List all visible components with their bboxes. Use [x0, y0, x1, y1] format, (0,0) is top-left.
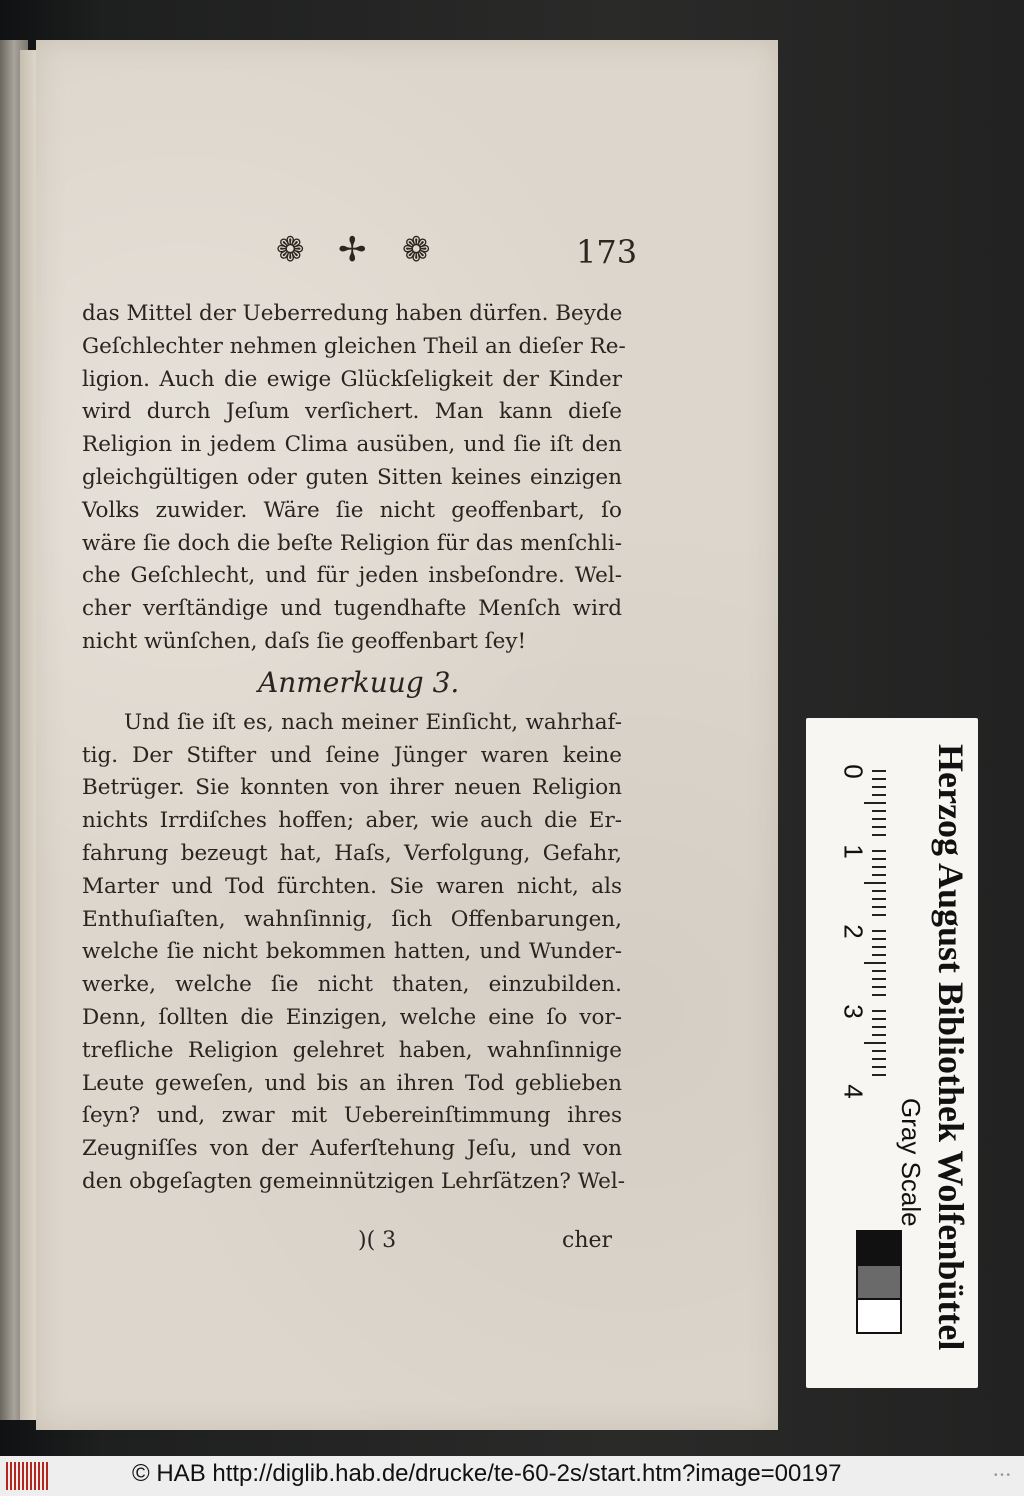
brand-text: Herzog August Bibliothek Wolfenbüttel — [931, 744, 971, 1351]
logo-bar — [6, 1462, 8, 1490]
ruler-tick — [872, 810, 886, 812]
ruler-tick — [872, 858, 886, 860]
text-line: werke, welche ſie nicht thaten, einzubilden. — [82, 972, 622, 998]
text-line: ligion. Auch die ewige Glückſeligkeit der Kinder — [82, 366, 622, 392]
book-page — [36, 40, 778, 1430]
page-edge — [20, 50, 36, 1420]
ruler-tick — [872, 818, 886, 820]
logo-bar — [42, 1462, 44, 1490]
text-line: Marter und Tod fürchten. Sie waren nicht, als — [82, 873, 622, 899]
text-line: cher verſtändige und tugendhafte Menſch wird — [82, 596, 622, 622]
ruler-tick — [872, 1026, 886, 1028]
logo-bar — [30, 1462, 32, 1490]
logo-bar — [38, 1462, 40, 1490]
text-line: das Mittel der Ueberredung haben dürfen. Beyde — [82, 301, 623, 326]
text-line: wird durch Jeſum verſichert. Man kann dieſe — [82, 399, 622, 425]
text-line: Religion in jedem Clima ausüben, und ſie iſt den — [82, 432, 622, 458]
gray-swatch-white — [856, 1298, 902, 1334]
logo-bar — [34, 1462, 36, 1490]
ruler-tick — [872, 778, 886, 780]
ruler-tick — [872, 994, 886, 996]
text-line: wäre ſie doch die beſte Religion für das menſchli- — [82, 530, 622, 556]
ruler-tick — [872, 986, 886, 988]
page-number: 173 — [576, 233, 638, 271]
text-line: trefliche Religion gelehret haben, wahnſinnige — [82, 1037, 622, 1063]
gray-swatch-gray — [856, 1264, 902, 1300]
logo-bar — [18, 1462, 20, 1490]
text-line: tig. Der Stifter und ſeine Jünger waren keine — [82, 742, 622, 768]
copyright-link[interactable]: © HAB http://diglib.hab.de/drucke/te-60-2s/start.htm?image=00197 — [132, 1460, 842, 1487]
ruler-tick — [872, 946, 886, 948]
text-line: Betrüger. Sie konnten von ihrer neuen Religion — [82, 775, 622, 801]
ruler-tick — [872, 970, 886, 972]
text-line: ſeyn? und, zwar mit Uebereinſtimmung ihres — [82, 1103, 622, 1129]
body-text — [82, 298, 626, 1199]
ruler-tick — [872, 930, 886, 932]
ruler-tick — [872, 866, 886, 868]
text-line: Zeugniſſes von der Auferſtehung Jeſu, und von — [82, 1136, 622, 1162]
ruler-tick — [872, 1010, 886, 1012]
signature-mark: )( 3 — [358, 1228, 397, 1253]
text-line: Volks zuwider. Wäre ſie nicht geoffenbart, ſo — [82, 497, 622, 523]
hab-logo-icon — [6, 1462, 50, 1490]
ruler-tick — [872, 978, 886, 980]
footer-bar — [0, 1456, 1024, 1496]
ruler-tick — [872, 770, 886, 772]
text-line: welche ſie nicht bekommen hatten, und Wunder- — [82, 939, 622, 965]
page-header — [36, 230, 778, 280]
text-line: den obgeſagten gemeinnützigen Lehrſätzen? Wel- — [82, 1168, 625, 1194]
ruler-number: 3 — [838, 1004, 869, 1019]
ruler-tick — [872, 1034, 886, 1036]
ruler-tick — [872, 1018, 886, 1020]
text-line: Und ſie iſt es, nach meiner Einſicht, wahrhaf- — [124, 709, 622, 735]
ruler-tick — [864, 962, 886, 964]
ruler-tick — [872, 786, 886, 788]
text-line: nichts Irrdiſches hoffen; aber, wie auch die Er- — [82, 808, 622, 834]
ruler-tick — [872, 906, 886, 908]
text-line: fahrung bezeugt hat, Haſs, Verfolgung, Gefahr, — [82, 840, 622, 866]
logo-bar — [22, 1462, 24, 1490]
ruler-tick — [872, 954, 886, 956]
footer-dots: • • • — [994, 1470, 1011, 1481]
text-line: nicht wünſchen, daſs ſie geoffenbart ſey! — [82, 628, 527, 654]
text-line: Geſchlechter nehmen gleichen Theil an dieſer Re- — [82, 333, 626, 359]
ruler-tick — [872, 1066, 886, 1068]
ruler-tick — [864, 882, 886, 884]
logo-bar — [26, 1462, 28, 1490]
ruler-tick — [872, 850, 886, 852]
ruler-number: 2 — [838, 924, 869, 939]
text-line: Leute geweſen, und bis an ihren Tod geblieben — [82, 1070, 622, 1096]
flower-ornament-icon: ❁ — [402, 230, 431, 270]
ruler-number: 0 — [838, 764, 869, 779]
ruler-tick — [872, 1074, 886, 1076]
ruler-tick — [872, 794, 886, 796]
ruler-tick — [872, 826, 886, 828]
text-line: Enthuſiaſten, wahnſinnig, ſich Offenbarungen, — [82, 906, 622, 932]
text-line: che Geſchlecht, und für jeden insbeſondre. Wel- — [82, 563, 622, 589]
scale-ruler — [806, 718, 978, 1388]
gray-swatch-black — [856, 1230, 902, 1266]
ruler-tick — [872, 914, 886, 916]
ruler-tick — [872, 890, 886, 892]
ruler-number: 1 — [838, 844, 869, 859]
ruler-tick — [872, 938, 886, 940]
ruler-tick — [872, 874, 886, 876]
text-line: gleichgültigen oder guten Sitten keines einzigen — [82, 464, 622, 490]
ruler-tick — [872, 1058, 886, 1060]
ruler-tick — [872, 834, 886, 836]
ruler-tick — [864, 802, 886, 804]
section-heading: Anmerkuug 3. — [258, 665, 460, 699]
catchword: cher — [562, 1228, 613, 1253]
logo-bar — [14, 1462, 16, 1490]
ruler-tick — [872, 898, 886, 900]
ruler-tick — [864, 1042, 886, 1044]
gray-scale-text: Gray Scale — [896, 1098, 926, 1227]
logo-bar — [10, 1462, 12, 1490]
ruler-tick — [872, 1050, 886, 1052]
logo-bar — [46, 1462, 48, 1490]
cross-ornament-icon: ✢ — [338, 230, 367, 270]
ruler-number: 4 — [838, 1084, 869, 1099]
flower-ornament-icon: ❁ — [276, 230, 305, 270]
text-line: Denn, ſollten die Einzigen, welche eine ſo vor- — [82, 1004, 622, 1030]
ruler-ticks — [814, 748, 886, 1099]
